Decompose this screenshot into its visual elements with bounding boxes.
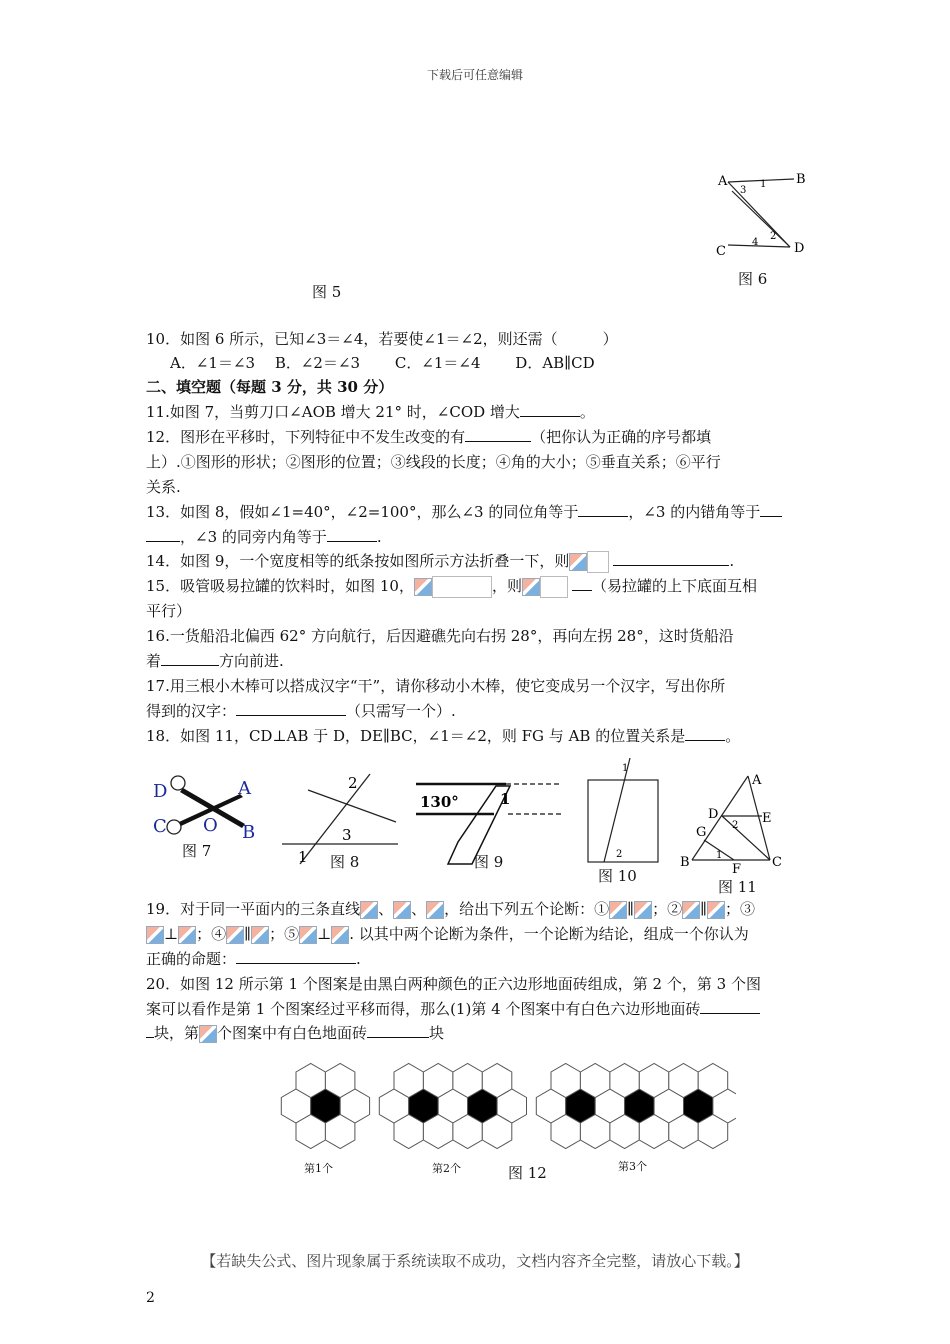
fig9-angle-130: 130° [420,793,459,811]
fig6-label-d: D [794,241,805,256]
fig7-label-a: A [238,778,251,799]
fig12-pattern-3-label: 第3个 [618,1160,647,1173]
figure-7 [150,772,265,847]
page-header: 下载后可任意编辑 [426,68,523,82]
fig6-caption: 图 6 [738,270,768,288]
q17-line1: 17.用三根小木棒可以搭成汉字“干”，请你移动小木棒，使它变成另一个汉字，写出你所 [146,677,726,695]
q19-line2: ⊥ ；④ ∥ ；⑤ ⊥ . 以其中两个论断为条件，一个论断为结论，组成一个你认为 [146,923,749,944]
q12: 12．图形在平移时，下列特征中不发生改变的有 （把你认为正确的序号都填 [146,428,712,446]
fig7-label-d: D [153,781,168,802]
q16-line2: 着 方向前进. [146,652,284,670]
q11: 11.如图 7，当剪刀口∠AOB 增大 21° 时，∠COD 增大 。 [146,403,595,421]
fig11-label-d: D [708,807,719,822]
q17-line2: 得到的汉字： （只需写一个）. [146,702,456,720]
fig6-angle-1: 1 [760,179,767,190]
missing-image-icon [414,578,432,596]
q10-options: A．∠1＝∠3 B．∠2＝∠3 C．∠1＝∠4 D．AB∥CD [170,354,595,372]
fig11-label-c: C [772,855,782,870]
fig9-caption: 图 9 [474,853,504,871]
fig12-pattern-2-label: 第2个 [432,1162,461,1175]
q19-line3: 正确的命题： . [146,950,361,968]
q12-line2: 上）.①图形的形状；②图形的位置；③线段的长度；④角的大小；⑤垂直关系；⑥平行 [146,453,721,471]
q14: 14．如图 9，一个宽度相等的纸条按如图所示方法折叠一下，则 . [146,550,734,573]
fig11-caption: 图 11 [718,878,757,896]
figure-12 [276,1060,736,1160]
missing-image-icon [569,553,587,571]
fig11-label-e: E [762,811,772,826]
fig7-label-c: C [153,816,167,837]
q13: 13．如图 8，假如∠1=40°，∠2=100°，那么∠3 的同位角等于 ，∠3 的内错角等于 [146,501,782,522]
fig6-angle-2: 2 [770,231,777,242]
fig9-angle-1: 1 [500,790,511,808]
fig11-label-b: B [680,855,690,870]
fig12-pattern-1-label: 第1个 [304,1162,333,1175]
q15-line2: 平行） [146,602,192,620]
fig11-label-f: F [732,862,742,875]
fig8-angle-1: 1 [298,848,308,866]
fig5-caption: 图 5 [312,283,342,301]
fig6-angle-3: 3 [740,185,747,196]
page-number: 2 [146,1290,155,1306]
fig11-label-a: A [752,773,762,788]
q16-line1: 16.一货船沿北偏西 62° 方向航行，后因避礁先向右拐 28°，再向左拐 28°，这时货船沿 [146,627,734,645]
fig11-angle-2: 2 [732,820,739,831]
fig10-angle-2: 2 [616,849,623,860]
fig8-angle-3: 3 [342,826,352,844]
fig12-caption: 图 12 [508,1164,547,1182]
fig6-label-b: B [796,172,806,187]
fig7-label-o: O [203,815,218,836]
q12-line3: 关系. [146,478,181,496]
fig10-angle-1: 1 [622,763,629,774]
q10-text: 10．如图 6 所示，已知∠3＝∠4，若要使∠1＝∠2，则还需（ ） [146,330,618,348]
q20-line1: 20．如图 12 所示第 1 个图案是由黑白两种颜色的正六边形地面砖组成，第 2 个，第 3 个图 [146,975,761,993]
fig8-caption: 图 8 [330,853,360,871]
q13-line2: ，∠3 的同旁内角等于 . [146,526,382,547]
footer-note: 【若缺失公式、图片现象属于系统读取不成功，文档内容齐全完整，请放心下载。】 [201,1252,749,1270]
fig6-label-a: A [718,174,728,189]
figure-10 [584,758,664,868]
missing-image-icon [522,578,540,596]
fig11-angle-1: 1 [716,850,723,861]
q18: 18．如图 11，CD⊥AB 于 D，DE∥BC，∠1＝∠2，则 FG 与 AB 的位置关系是 。 [146,727,741,745]
fig8-angle-2: 2 [348,774,358,792]
q20-line2: 案可以看作是第 1 个图案经过平移而得，那么(1)第 4 个图案中有白色六边形地面砖 [146,998,760,1019]
figure-6 [710,165,810,260]
fig7-label-b: B [242,822,256,843]
figure-11 [676,770,786,875]
section-title: 二、填空题（每题 3 分，共 30 分） [146,378,394,396]
q19: 19．对于同一平面内的三条直线 、 、 ，给出下列五个论断：① ∥ ；② ∥ ；③ [146,900,756,918]
fig10-caption: 图 10 [598,867,637,885]
fig7-caption: 图 7 [182,842,212,860]
fig6-label-c: C [716,244,726,259]
fig6-angle-4: 4 [752,237,759,248]
q20-line3: 块，第 个图案中有白色地面砖 块 [146,1022,444,1043]
fig11-label-g: G [696,825,707,840]
q15: 15．吸管吸易拉罐的饮料时，如图 10， ，则 （易拉罐的上下底面互相 [146,575,757,598]
